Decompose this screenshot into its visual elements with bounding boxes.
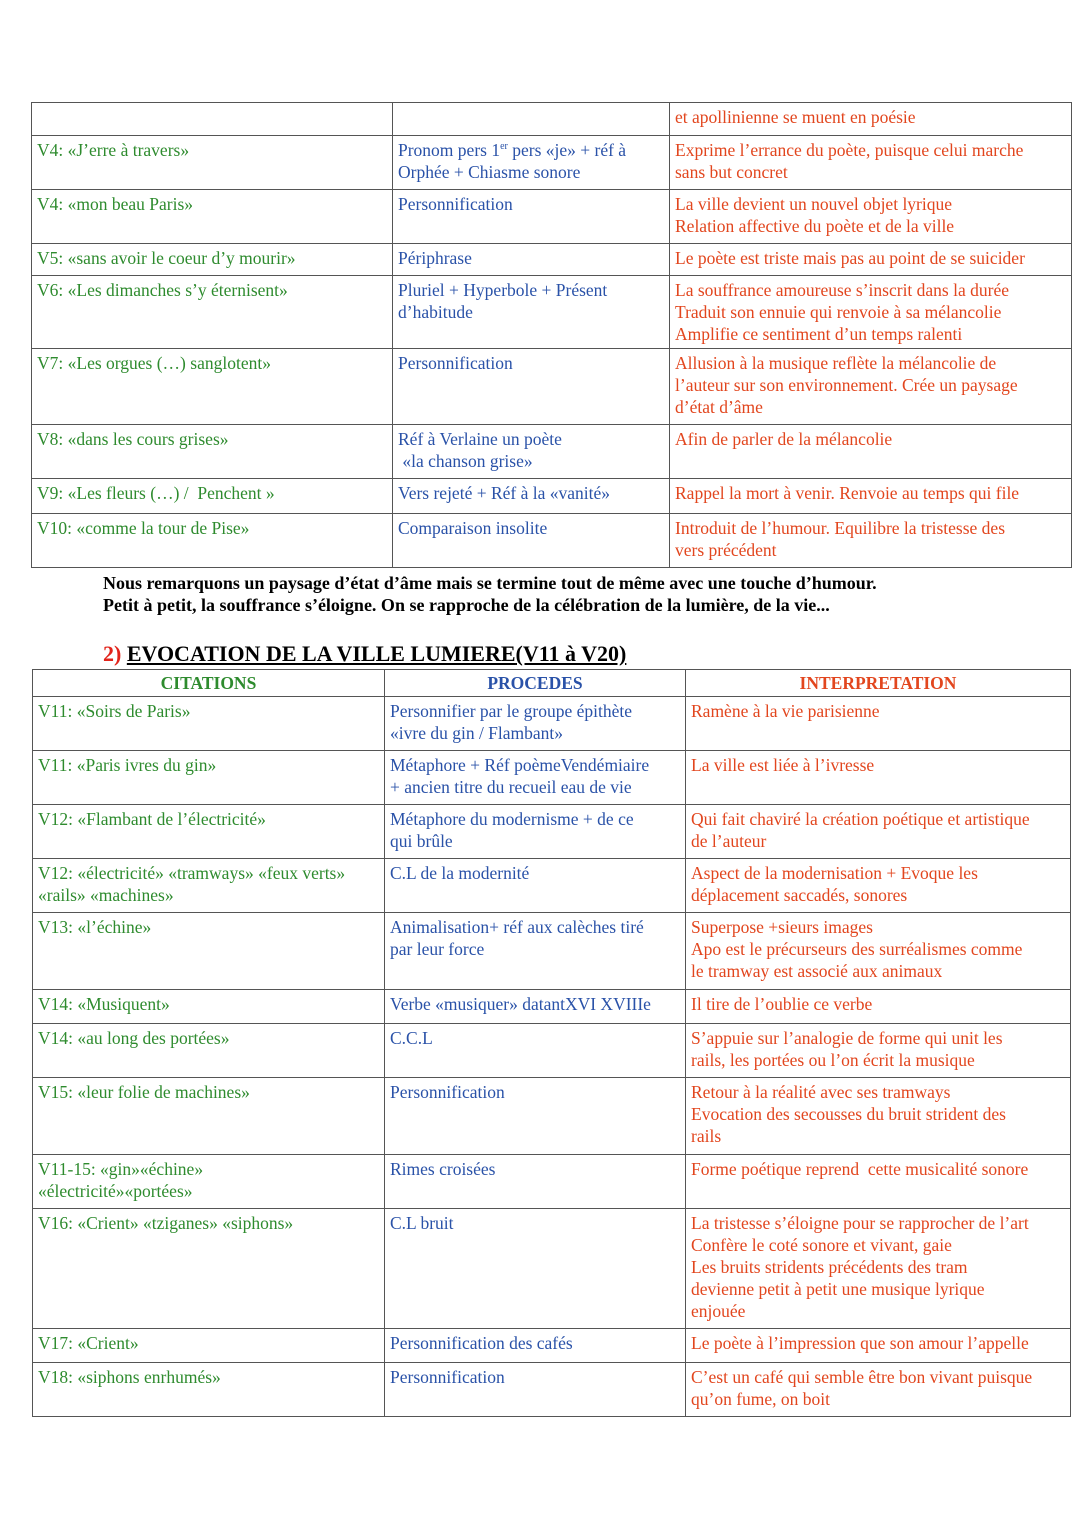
interpretation-cell-line: vers précédent <box>675 540 777 560</box>
procede-cell-line: Personnification <box>390 1367 505 1387</box>
interpretation-cell-line: Afin de parler de la mélancolie <box>675 429 893 449</box>
interpretation-cell <box>686 1078 1071 1155</box>
procede-cell <box>393 514 670 568</box>
interpretation-cell <box>686 1209 1071 1329</box>
citation-cell <box>32 425 393 479</box>
interpretation-cell-line: qu’on fume, on boit <box>691 1389 831 1409</box>
table-row <box>32 244 1072 276</box>
procede-cell-line: Vers rejeté + Réf à la «vanité» <box>398 483 610 503</box>
interpretation-cell-line: l’auteur sur son environnement. Crée un paysage <box>675 375 1018 395</box>
table-row <box>33 751 1071 805</box>
interpretation-cell <box>670 276 1072 349</box>
header-citations: CITATIONS <box>33 670 385 697</box>
interpretation-cell <box>686 751 1071 805</box>
citation-cell <box>33 1024 385 1078</box>
interpretation-cell <box>686 1329 1071 1363</box>
interpretation-cell <box>670 244 1072 276</box>
procede-cell <box>385 751 686 805</box>
procede-cell-line: Comparaison insolite <box>398 518 548 538</box>
citation-cell-line: V11: «Paris ivres du gin» <box>38 755 217 775</box>
analysis-table-1 <box>31 102 1072 568</box>
interpretation-cell-line: de l’auteur <box>691 831 767 851</box>
interpretation-cell-line: Le poète est triste mais pas au point de se suicider <box>675 248 1025 268</box>
interpretation-cell <box>670 349 1072 425</box>
table-row <box>33 1209 1071 1329</box>
citation-cell-line: V14: «au long des portées» <box>38 1028 230 1048</box>
table-row <box>32 479 1072 514</box>
conclusion-note <box>103 572 877 616</box>
analysis-table-2 <box>32 669 1071 1417</box>
citation-cell-line: V18: «siphons enrhumés» <box>38 1367 221 1387</box>
procede-cell <box>385 697 686 751</box>
interpretation-cell-line: le tramway est associé aux animaux <box>691 961 943 981</box>
citation-cell-line: V8: «dans les cours grises» <box>37 429 229 449</box>
procede-cell <box>393 136 670 190</box>
table-row <box>33 1078 1071 1155</box>
procede-cell <box>385 1329 686 1363</box>
citation-cell-line: V17: «Crient» <box>38 1333 139 1353</box>
table-row <box>33 859 1071 913</box>
citation-cell-line: V7: «Les orgues (…) sanglotent» <box>37 353 271 373</box>
citation-cell-line: «rails» «machines» <box>38 885 174 905</box>
procede-cell-line: Personnification des cafés <box>390 1333 573 1353</box>
procede-cell <box>385 1363 686 1417</box>
citation-cell <box>32 479 393 514</box>
citation-cell-line: V11-15: «gin»«échine» <box>38 1159 204 1179</box>
citation-cell-line: V14: «Musiquent» <box>38 994 170 1014</box>
table-row <box>33 1155 1071 1209</box>
interpretation-cell <box>670 136 1072 190</box>
interpretation-cell-line: C’est un café qui semble être bon vivant puisque <box>691 1367 1033 1387</box>
procede-cell <box>385 913 686 990</box>
section-number: 2) <box>103 641 122 666</box>
interpretation-cell-line: déplacement saccadés, sonores <box>691 885 908 905</box>
interpretation-cell-line: Exprime l’errance du poète, puisque celui marche <box>675 140 1024 160</box>
citation-cell <box>33 1209 385 1329</box>
procede-cell <box>385 1024 686 1078</box>
procede-cell <box>393 190 670 244</box>
citation-cell <box>33 990 385 1024</box>
procede-cell-line: Personnification <box>390 1082 505 1102</box>
interpretation-cell <box>686 805 1071 859</box>
conclusion-line-1: Nous remarquons un paysage d’état d’âme mais se termine tout de même avec une touche d’humour. <box>103 573 877 593</box>
citation-cell <box>33 1078 385 1155</box>
interpretation-cell <box>686 913 1071 990</box>
procede-cell-line: Rimes croisées <box>390 1159 496 1179</box>
table-row <box>32 514 1072 568</box>
procede-cell-line: C.L de la modernité <box>390 863 530 883</box>
conclusion-line-2: Petit à petit, la souffrance s’éloigne. On se rapproche de la célébration de la lumière, de la vie... <box>103 595 830 615</box>
interpretation-cell-line: Confère le coté sonore et vivant, gaie <box>691 1235 952 1255</box>
section-heading <box>103 641 626 667</box>
procede-cell <box>393 103 670 136</box>
interpretation-cell <box>670 103 1072 136</box>
procede-cell-line: Réf à Verlaine un poète <box>398 429 562 449</box>
procede-cell <box>393 479 670 514</box>
interpretation-cell <box>686 1363 1071 1417</box>
table-row <box>33 1363 1071 1417</box>
interpretation-cell-line: Superpose +sieurs images <box>691 917 873 937</box>
citation-cell-line: V5: «sans avoir le coeur d’y mourir» <box>37 248 296 268</box>
interpretation-cell <box>670 190 1072 244</box>
citation-cell-line: V11: «Soirs de Paris» <box>38 701 191 721</box>
interpretation-cell-line: Rappel la mort à venir. Renvoie au temps qui file <box>675 483 1020 503</box>
citation-cell <box>33 751 385 805</box>
section-title: EVOCATION DE LA VILLE LUMIERE(V11 à V20) <box>126 641 627 666</box>
citation-cell <box>33 1363 385 1417</box>
citation-cell <box>32 349 393 425</box>
table-row <box>33 913 1071 990</box>
table-row <box>33 697 1071 751</box>
interpretation-cell-line: La ville devient un nouvel objet lyrique <box>675 194 953 214</box>
procede-cell-line: Métaphore + Réf poèmeVendémiaire <box>390 755 650 775</box>
citation-cell <box>32 244 393 276</box>
procede-cell-line: «la chanson grise» <box>398 451 533 471</box>
procede-cell-line: Périphrase <box>398 248 472 268</box>
interpretation-cell-line: Relation affective du poète et de la ville <box>675 216 955 236</box>
citation-cell-line: V12: «électricité» «tramways» «feux verts» <box>38 863 346 883</box>
procede-cell <box>385 859 686 913</box>
citation-cell <box>32 190 393 244</box>
table-row <box>32 425 1072 479</box>
procede-cell <box>385 805 686 859</box>
citation-cell-line: V12: «Flambant de l’électricité» <box>38 809 266 829</box>
interpretation-cell-line: Evocation des secousses du bruit strident des <box>691 1104 1006 1124</box>
interpretation-cell-line: et apollinienne se muent en poésie <box>675 107 916 127</box>
procede-cell <box>393 349 670 425</box>
citation-cell-line: V4: «mon beau Paris» <box>37 194 194 214</box>
interpretation-cell-line: enjouée <box>691 1301 746 1321</box>
citation-cell <box>33 697 385 751</box>
procede-cell-line: d’habitude <box>398 302 473 322</box>
procede-cell-line: «ivre du gin / Flambant» <box>390 723 564 743</box>
citation-cell <box>32 514 393 568</box>
interpretation-cell-line: La tristesse s’éloigne pour se rapprocher de l’art <box>691 1213 1029 1233</box>
interpretation-cell-line: rails, les portées ou l’on écrit la musique <box>691 1050 975 1070</box>
interpretation-cell-line: Amplifie ce sentiment d’un temps ralenti <box>675 324 963 344</box>
interpretation-cell-line: Ramène à la vie parisienne <box>691 701 880 721</box>
table-row <box>33 990 1071 1024</box>
procede-cell-line: Animalisation+ réf aux calèches tiré <box>390 917 644 937</box>
interpretation-cell-line: La souffrance amoureuse s’inscrit dans la durée <box>675 280 1009 300</box>
citation-cell <box>33 805 385 859</box>
procede-cell-line: Verbe «musiquer» datantXVI XVIIIe <box>390 994 651 1014</box>
interpretation-cell-line: Allusion à la musique reflète la mélancolie de <box>675 353 997 373</box>
procede-cell <box>385 1078 686 1155</box>
procede-cell-line: Personnifier par le groupe épithète <box>390 701 632 721</box>
interpretation-cell <box>686 1155 1071 1209</box>
table-row <box>32 190 1072 244</box>
interpretation-cell <box>670 425 1072 479</box>
table-header-row <box>33 670 1071 697</box>
table-row <box>33 1024 1071 1078</box>
interpretation-cell <box>686 990 1071 1024</box>
table-row <box>33 1329 1071 1363</box>
procede-cell-line: Pronom pers 1er pers «je» + réf à <box>398 140 627 160</box>
procede-cell-line: Personnification <box>398 194 513 214</box>
header-procedes: PROCEDES <box>385 670 686 697</box>
interpretation-cell-line: devienne petit à petit une musique lyrique <box>691 1279 985 1299</box>
citation-cell-line: «électricité»«portées» <box>38 1181 193 1201</box>
citation-cell <box>32 136 393 190</box>
procede-cell-line: Orphée + Chiasme sonore <box>398 162 581 182</box>
interpretation-cell-line: Les bruits stridents précédents des tram <box>691 1257 968 1277</box>
citation-cell-line: V13: «l’échine» <box>38 917 152 937</box>
interpretation-cell <box>686 1024 1071 1078</box>
interpretation-cell-line: d’état d’âme <box>675 397 763 417</box>
procede-cell-line: Personnification <box>398 353 513 373</box>
interpretation-cell-line: rails <box>691 1126 722 1146</box>
interpretation-cell-line: S’appuie sur l’analogie de forme qui unit les <box>691 1028 1003 1048</box>
procede-cell <box>385 1155 686 1209</box>
citation-cell-line: V9: «Les fleurs (…) / Penchent » <box>37 483 275 503</box>
procede-cell <box>393 425 670 479</box>
table-row <box>32 136 1072 190</box>
interpretation-cell-line: Retour à la réalité avec ses tramways <box>691 1082 951 1102</box>
procede-cell-line: Pluriel + Hyperbole + Présent <box>398 280 608 300</box>
interpretation-cell <box>670 514 1072 568</box>
interpretation-cell-line: Apo est le précurseurs des surréalismes comme <box>691 939 1023 959</box>
interpretation-cell-line: Traduit son ennuie qui renvoie à sa mélancolie <box>675 302 1002 322</box>
procede-cell <box>385 1209 686 1329</box>
procede-cell <box>393 276 670 349</box>
citation-cell <box>33 913 385 990</box>
citation-cell <box>32 103 393 136</box>
procede-cell-line: + ancien titre du recueil eau de vie <box>390 777 632 797</box>
procede-cell-line: C.C.L <box>390 1028 433 1048</box>
citation-cell <box>32 276 393 349</box>
table-row <box>32 276 1072 349</box>
interpretation-cell <box>670 479 1072 514</box>
table-row <box>32 103 1072 136</box>
interpretation-cell <box>686 859 1071 913</box>
citation-cell <box>33 1329 385 1363</box>
table-row <box>32 349 1072 425</box>
procede-cell <box>393 244 670 276</box>
interpretation-cell <box>686 697 1071 751</box>
interpretation-cell-line: Le poète à l’impression que son amour l’appelle <box>691 1333 1029 1353</box>
procede-cell-line: C.L bruit <box>390 1213 454 1233</box>
citation-cell-line: V16: «Crient» «tziganes» «siphons» <box>38 1213 294 1233</box>
header-interpretation: INTERPRETATION <box>686 670 1071 697</box>
interpretation-cell-line: Introduit de l’humour. Equilibre la tristesse des <box>675 518 1006 538</box>
citation-cell <box>33 1155 385 1209</box>
citation-cell-line: V4: «J’erre à travers» <box>37 140 190 160</box>
procede-cell-line: qui brûle <box>390 831 453 851</box>
procede-cell-line: Métaphore du modernisme + de ce <box>390 809 634 829</box>
citation-cell <box>33 859 385 913</box>
procede-cell <box>385 990 686 1024</box>
procede-cell-line: par leur force <box>390 939 485 959</box>
interpretation-cell-line: Qui fait chaviré la création poétique et artistique <box>691 809 1030 829</box>
interpretation-cell-line: Il tire de l’oublie ce verbe <box>691 994 873 1014</box>
table-row <box>33 805 1071 859</box>
interpretation-cell-line: La ville est liée à l’ivresse <box>691 755 875 775</box>
citation-cell-line: V15: «leur folie de machines» <box>38 1082 250 1102</box>
citation-cell-line: V6: «Les dimanches s’y éternisent» <box>37 280 288 300</box>
citation-cell-line: V10: «comme la tour de Pise» <box>37 518 250 538</box>
interpretation-cell-line: Forme poétique reprend cette musicalité sonore <box>691 1159 1029 1179</box>
interpretation-cell-line: sans but concret <box>675 162 788 182</box>
interpretation-cell-line: Aspect de la modernisation + Evoque les <box>691 863 978 883</box>
